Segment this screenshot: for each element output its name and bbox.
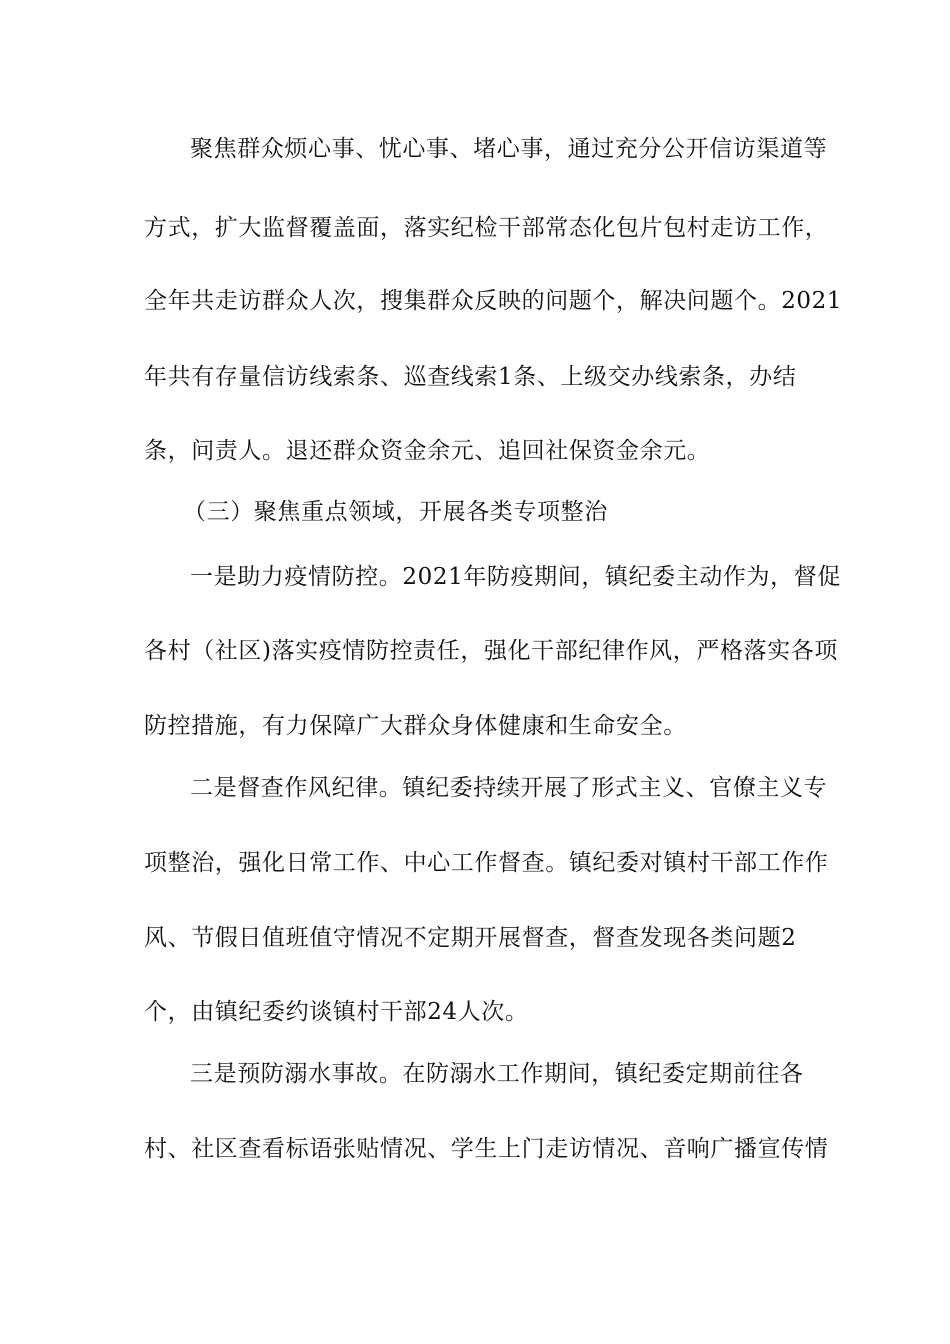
text-line: 各村（社区)落实疫情防控责任，强化干部纪律作风，严格落实各项 — [144, 638, 838, 664]
text-line: 防控措施，有力保障广大群众身体健康和生命安全。 — [144, 713, 687, 739]
text-line: 项整治，强化日常工作、中心工作督查。镇纪委对镇村干部工作作 — [144, 850, 829, 876]
text-line: 个，由镇纪委约谈镇村干部24人次。 — [144, 999, 529, 1025]
text-line: 全年共走访群众人次，搜集群众反映的问题个，解决问题个。2021 — [144, 288, 843, 314]
text-line: 聚焦群众烦心事、忧心事、堵心事，通过充分公开信访渠道等 — [190, 136, 828, 162]
text-line: 风、节假日值班值守情况不定期开展督查，督查发现各类问题2 — [144, 925, 797, 951]
text-line: 条，问责人。退还群众资金余元、追回社保资金余元。 — [144, 438, 711, 464]
text-line: 一是助力疫情防控。2021年防疫期间，镇纪委主动作为，督促 — [190, 564, 841, 590]
text-line: 二是督查作风纪律。镇纪委持续开展了形式主义、官僚主义专 — [190, 775, 828, 801]
section-heading: （三）聚焦重点领域，开展各类专项整治 — [183, 499, 608, 525]
text-line: 三是预防溺水事故。在防溺水工作期间，镇纪委定期前往各 — [190, 1061, 804, 1087]
text-line: 方式，扩大监督覆盖面，落实纪检干部常态化包片包村走访工作， — [144, 215, 829, 241]
text-line: 年共有存量信访线索条、巡查线索1条、上级交办线索条，办结 — [144, 364, 797, 390]
text-line: 村、社区查看标语张贴情况、学生上门走访情况、音响广播宣传情 — [144, 1136, 829, 1162]
